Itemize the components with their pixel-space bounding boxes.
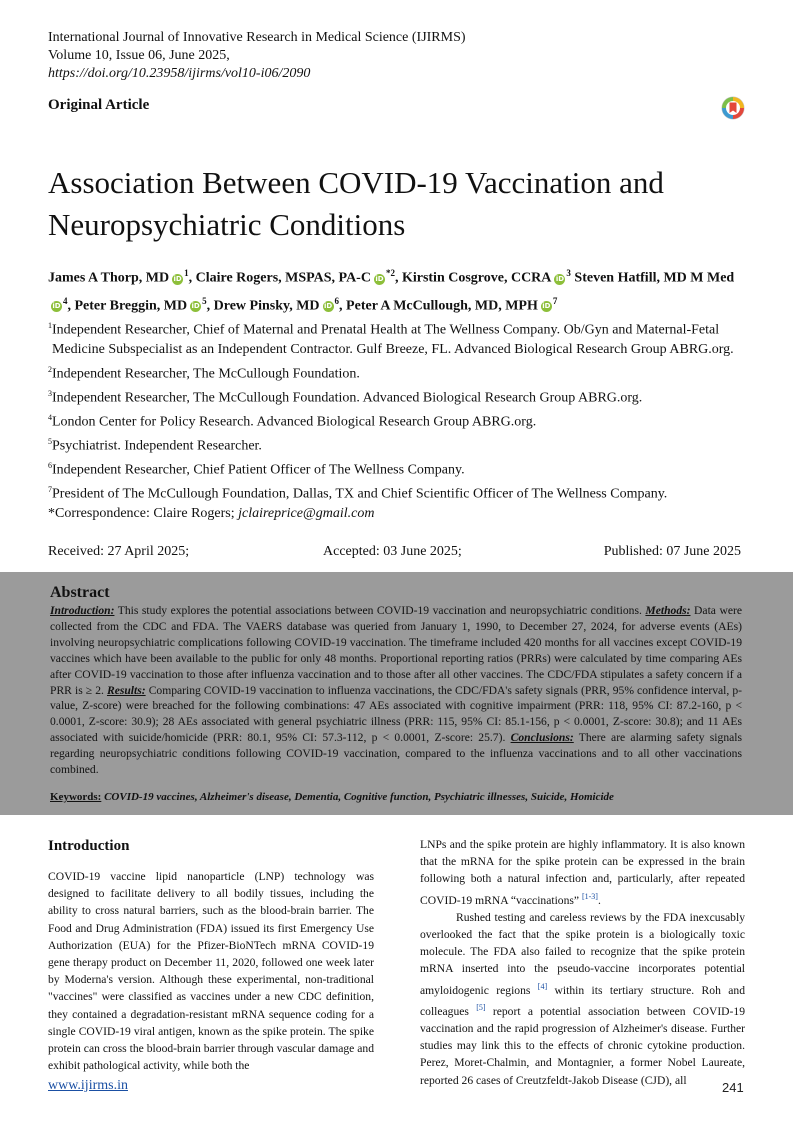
right-p1-end: . xyxy=(597,893,601,907)
right-paragraph-2 xyxy=(420,909,745,1089)
author-name: Steven Hatfill, MD M Med xyxy=(574,270,735,286)
published-date: Published: 07 June 2025 xyxy=(603,544,741,559)
affiliation-number: 2 xyxy=(48,364,52,374)
citation-link[interactable]: [4] xyxy=(537,981,548,991)
article-title xyxy=(48,162,748,246)
abstract-methods-text: Data were collected from the CDC and FDA. The VAERS database was queried from January 1, 1990, to December 27, 2024, for adverse events (AEs) involving neuropsychiatric complications following COVID-19 vaccination. The timeframe included 420 months for all vaccines except COVID-19 vaccines which have been available to the public for only 48 months. Proportional reporting ratios (PRRs) were calculated by time comparing AEs after COVID-19 vaccination to those after influenza vaccination and to those after all other vaccines. The CDC/FDA stipulates a safety concern if a PRR is ≥ 2. xyxy=(50,604,743,697)
affiliation-item xyxy=(48,384,748,408)
affiliation-text: Independent Researcher, Chief Patient Officer of The Wellness Company. xyxy=(52,462,465,478)
author-separator: , xyxy=(67,298,75,314)
author-affiliation-mark: 3 xyxy=(566,268,571,278)
right-p2-text-a: Rushed testing and careless reviews by the FDA inexcusably overlooked the fact that the spike protein is a biologically toxic molecule. The FDA also failed to recognize that the spike protein mRNA inserted into the pseudo-vaccine incorporates potential amyloidogenic regions xyxy=(420,910,745,997)
footer-url[interactable]: www.ijirms.in xyxy=(48,1078,128,1093)
affiliation-number: 7 xyxy=(48,485,52,495)
author-separator: , xyxy=(188,270,196,286)
orcid-icon[interactable]: iD xyxy=(191,302,200,311)
affiliation-number: 1 xyxy=(48,321,52,330)
right-paragraph-1 xyxy=(420,836,745,909)
author-affiliation-mark: 7 xyxy=(552,295,558,306)
right-p2-text-b: within its tertiary structure. Roh and colleagues xyxy=(420,983,745,1018)
citation-link[interactable]: [5] xyxy=(476,1002,486,1012)
author-separator: , xyxy=(339,298,347,314)
keywords-label: Keywords: xyxy=(50,791,102,803)
abstract-intro-text: This study explores the potential associations between COVID-19 vaccination and neuropsychiatric conditions. xyxy=(114,604,646,617)
affiliation-item xyxy=(48,456,748,480)
journal-name: International Journal of Innovative Research in Medical Science (IJIRMS) xyxy=(48,30,466,45)
right-p1-text: LNPs and the spike protein are highly inflammatory. It is also known that the mRNA for the spike protein can be expressed in the brain following both a natural infection and, particularly, after repeated COVID-19 mRNA “vaccinations” xyxy=(420,838,745,907)
affiliation-text: Independent Researcher, The McCullough Foundation. xyxy=(52,366,360,382)
author-affiliation-mark: *2 xyxy=(385,268,395,278)
affiliation-item xyxy=(48,316,748,360)
accepted-date: Accepted: 03 June 2025; xyxy=(323,544,462,559)
introduction-heading: Introduction xyxy=(48,838,130,854)
author-separator: , xyxy=(394,270,402,286)
orcid-icon[interactable]: iD xyxy=(323,302,333,311)
author-affiliation-mark: 1 xyxy=(184,268,189,278)
author-list xyxy=(48,262,748,317)
correspondence-email[interactable]: jclaireprice@gmail.com xyxy=(238,506,375,521)
affiliation-item xyxy=(48,360,748,384)
keywords xyxy=(50,791,614,803)
abstract-results-label: Results: xyxy=(106,683,146,697)
abstract-conclusions-text: There are alarming safety signals regarding neuropsychiatric conditions following COVID-19 vaccination, compared to the influenza vaccinations and to all other vaccinations combined. xyxy=(50,731,743,777)
left-column xyxy=(48,868,374,1074)
title-line-2: Neuropsychiatric Conditions xyxy=(48,207,406,242)
orcid-icon[interactable]: iD xyxy=(375,274,384,283)
abstract-methods-label: Methods: xyxy=(645,604,691,617)
keywords-value: COVID-19 vaccines, Alzheimer's disease, Dementia, Cognitive function, Psychiatric illnesses, Suicide, Homicide xyxy=(101,791,614,803)
affiliation-list xyxy=(48,316,748,505)
abstract-conclusions-label: Conclusions: xyxy=(510,731,574,745)
author-name: Drew Pinsky, MD xyxy=(213,298,320,314)
author-name: Kirstin Cosgrove, CCRA xyxy=(401,270,552,286)
right-p2-text-c: report a potential association between COVID-19 vaccination and the rapid progression of Alzheimer's disease. Further studies may link this to the effects of chronic cytokine production. Perez, Moret-Chalmin, and Montagnier, a former Nobel Laureate, reported 26 cases of Creutzfeldt-Jakob Disease (CJD), all xyxy=(420,1004,746,1087)
author-affiliation-mark: 4 xyxy=(63,295,68,306)
orcid-icon[interactable]: iD xyxy=(555,274,565,283)
correspondence xyxy=(48,506,375,522)
affiliation-text: London Center for Policy Research. Advanced Biological Research Group ABRG.org. xyxy=(52,414,537,430)
abstract-intro-label: Introduction: xyxy=(50,604,115,617)
author-name: James A Thorp, MD xyxy=(48,270,170,286)
affiliation-text: Psychiatrist. Independent Researcher. xyxy=(52,438,262,454)
abstract-heading: Abstract xyxy=(50,584,110,601)
author-name: Peter Breggin, MD xyxy=(74,298,188,314)
doi-link[interactable]: https://doi.org/10.23958/ijirms/vol10-i06/2090 xyxy=(48,66,311,81)
affiliation-number: 4 xyxy=(48,412,52,422)
received-date: Received: 27 April 2025; xyxy=(48,544,190,559)
affiliation-item xyxy=(48,432,748,456)
affiliation-text: Independent Researcher, The McCullough Foundation. Advanced Biological Research Group ABRG.org. xyxy=(52,390,643,406)
journal-issue: Volume 10, Issue 06, June 2025, xyxy=(48,48,230,63)
author-name: Claire Rogers, MSPAS, PA-C xyxy=(195,270,371,286)
abstract-body xyxy=(50,603,742,778)
article-type: Original Article xyxy=(48,97,150,113)
title-line-1: Association Between COVID-19 Vaccination and xyxy=(48,165,664,200)
page-number: 241 xyxy=(722,1080,744,1095)
author-name: Peter A McCullough, MD, MPH xyxy=(346,298,538,314)
orcid-icon[interactable]: iD xyxy=(173,274,182,283)
author-affiliation-mark: 6 xyxy=(334,295,340,306)
right-column xyxy=(420,836,745,1089)
affiliation-number: 6 xyxy=(48,461,52,471)
author-affiliation-mark: 5 xyxy=(202,295,207,306)
affiliation-item xyxy=(48,408,748,432)
affiliation-text: Independent Researcher, Chief of Maternal and Prenatal Health at The Wellness Company. Ob/Gyn and Maternal-Fetal Medicine Subspecialist as an Independent Contractor. Gulf Breeze, FL. Advanced Biological Research Group ABRG.org. xyxy=(52,322,734,358)
affiliation-text: President of The McCullough Foundation, Dallas, TX and Chief Scientific Officer of The Wellness Company. xyxy=(52,487,668,503)
left-paragraph-1: COVID-19 vaccine lipid nanoparticle (LNP) technology was designed to facilitate delivery to all bodily tissues, including the ability to cross natural barriers, such as the blood-brain barrier. The Food and Drug Administration (FDA) issued its first Emergency Use Authorization (EUA) for the Pfizer-BioNTech mRNA COVID-19 gene therapy product on December 11, 2020, followed one week later by Moderna's version. Although these experimental, non-traditional "vaccines" were classified as vaccines under a new CDC definition, they contained a degradation-resistant mRNA sequence coding for a single COVID-19 viral antigen, known as the spike protein. The spike protein can cross the blood-brain barrier through vascular damage and exhibit pathological activity, while both the xyxy=(48,870,374,1073)
correspondence-label: *Correspondence: Claire Rogers; xyxy=(48,506,239,521)
citation-link[interactable]: [1-3] xyxy=(581,891,598,901)
crossmark-icon[interactable] xyxy=(721,96,745,120)
affiliation-number: 3 xyxy=(48,388,52,398)
orcid-icon[interactable]: iD xyxy=(542,302,551,311)
orcid-icon[interactable]: iD xyxy=(52,302,61,311)
affiliation-number: 5 xyxy=(48,437,52,447)
journal-header xyxy=(48,29,466,83)
author-separator: , xyxy=(206,298,214,314)
abstract-results-text: Comparing COVID-19 vaccination to influenza vaccinations, the CDC/FDA's safety signals (PRR, 95% confidence interval, p-value, Z-score) were breached for the following combinations: 47 AEs associated with cognitive impairment (PRR: 118, 95% CI: 87.2-160, p < 0.0001, Z-score: 30.9); 28 AEs associated with general psychiatric illness (PRR: 115, 95% CI: 85.1-156, p < 0.0001, Z-score: 30.8); and 11 AEs associated with suicide/homicide (PRR: 80.1, 95% CI: 57.3-112, p < 0.0001, Z-score: 25.7). xyxy=(50,683,742,745)
affiliation-item xyxy=(48,480,748,504)
